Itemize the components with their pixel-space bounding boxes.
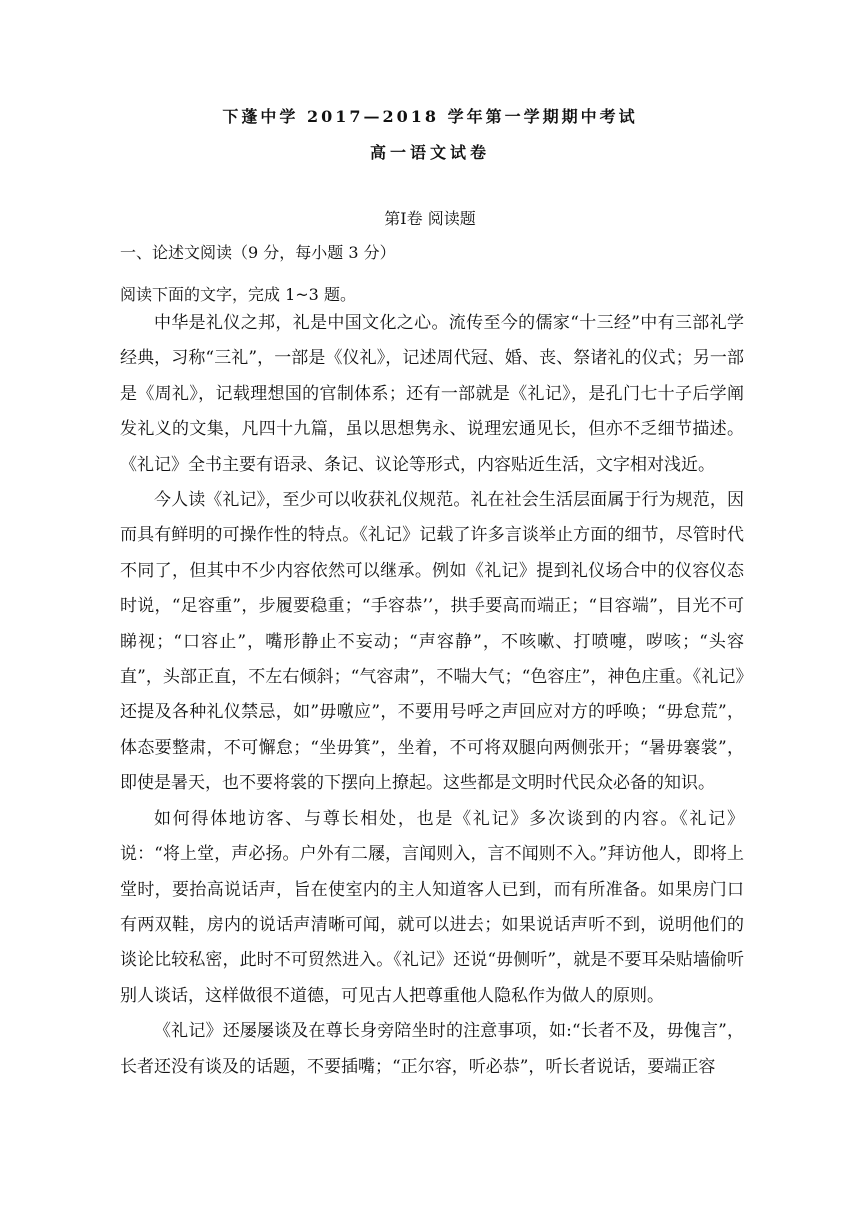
passage-paragraph: 今人读《礼记》，至少可以收获礼仪规范。礼在社会生活层面属于行为规范，因而具有鲜明的可操作性的特点。《礼记》记载了许多言谈举止方面的细节，尽管时代不同了，但其中不少内容依然可以继承。例如《礼记》提到礼仪场合中的仪容仪态时说，“足容重”，步履要稳重；“手容恭’’，拱手要高而端正；“目容端”，目光不可睇视；“口容止”，嘴形静止不妄动；“声容静”，不咳嗽、打喷嚏，哕咳；“头容直”，头部正直，不左右倾斜；“气容肃”，不喘大气；“色容庄”，神色庄重。《礼记》还提及各种礼仪禁忌，如”毋噭应”，不要用号呼之声回应对方的呼唤；“毋怠荒”，体态要整肃，不可懈怠；“坐毋箕”，坐着，不可将双腿向两侧张开；“暑毋褰裳”，即使是暑天，也不要将裳的下摆向上撩起。这些都是文明时代民众必备的知识。 bbox=[120, 490, 744, 794]
passage-paragraph: 中华是礼仪之邦，礼是中国文化之心。流传至今的儒家“十三经”中有三部礼学经典，习称“三礼”，一部是《仪礼》，记述周代冠、婚、丧、祭诸礼的仪式；另一部是《周礼》，记载理想国的官制体系；还有一部就是《礼记》，是孔门七十子后学阐发礼义的文集，凡四十九篇，虽以思想隽永、说理宏通见长，但亦不乏细节描述。《礼记》全书主要有语录、条记、议论等形式，内容贴近生活，文字相对浅近。 bbox=[120, 313, 744, 475]
instruction-line: 阅读下面的文字，完成 1~3 题。 bbox=[120, 285, 356, 304]
question-group-heading: 一、论述文阅读（9 分，每小题 3 分） bbox=[120, 243, 396, 262]
reading-passage bbox=[120, 306, 744, 1085]
exam-title: 下蓬中学 2017—2018 学年第一学期期中考试 bbox=[222, 107, 638, 126]
passage-paragraph: 如何得体地访客、与尊长相处，也是《礼记》多次谈到的内容。《礼记》说：“将上堂，声必扬。户外有二屦，言闻则入，言不闻则不入。”拜访他人，即将上堂时，要抬高说话声，旨在使室内的主人知道客人已到，而有所准备。如果房门口有两双鞋，房内的说话声清晰可闻，就可以进去；如果说话声听不到，说明他们的谈论比较私密，此时不可贸然进入。《礼记》还说“毋侧听”，就是不要耳朵贴墙偷听别人谈话，这样做很不道德，可见古人把尊重他人隐私作为做人的原则。 bbox=[120, 808, 744, 1006]
exam-subtitle: 高一语文试卷 bbox=[369, 143, 490, 162]
section-title: 第Ⅰ卷 阅读题 bbox=[384, 209, 476, 228]
passage-paragraph: 《礼记》还屡屡谈及在尊长身旁陪坐时的注意事项，如:“长者不及，毋傀言”，长者还没有谈及的话题，不要插嘴；“正尔容，听必恭”，听长者说话，要端正容 bbox=[120, 1021, 744, 1077]
